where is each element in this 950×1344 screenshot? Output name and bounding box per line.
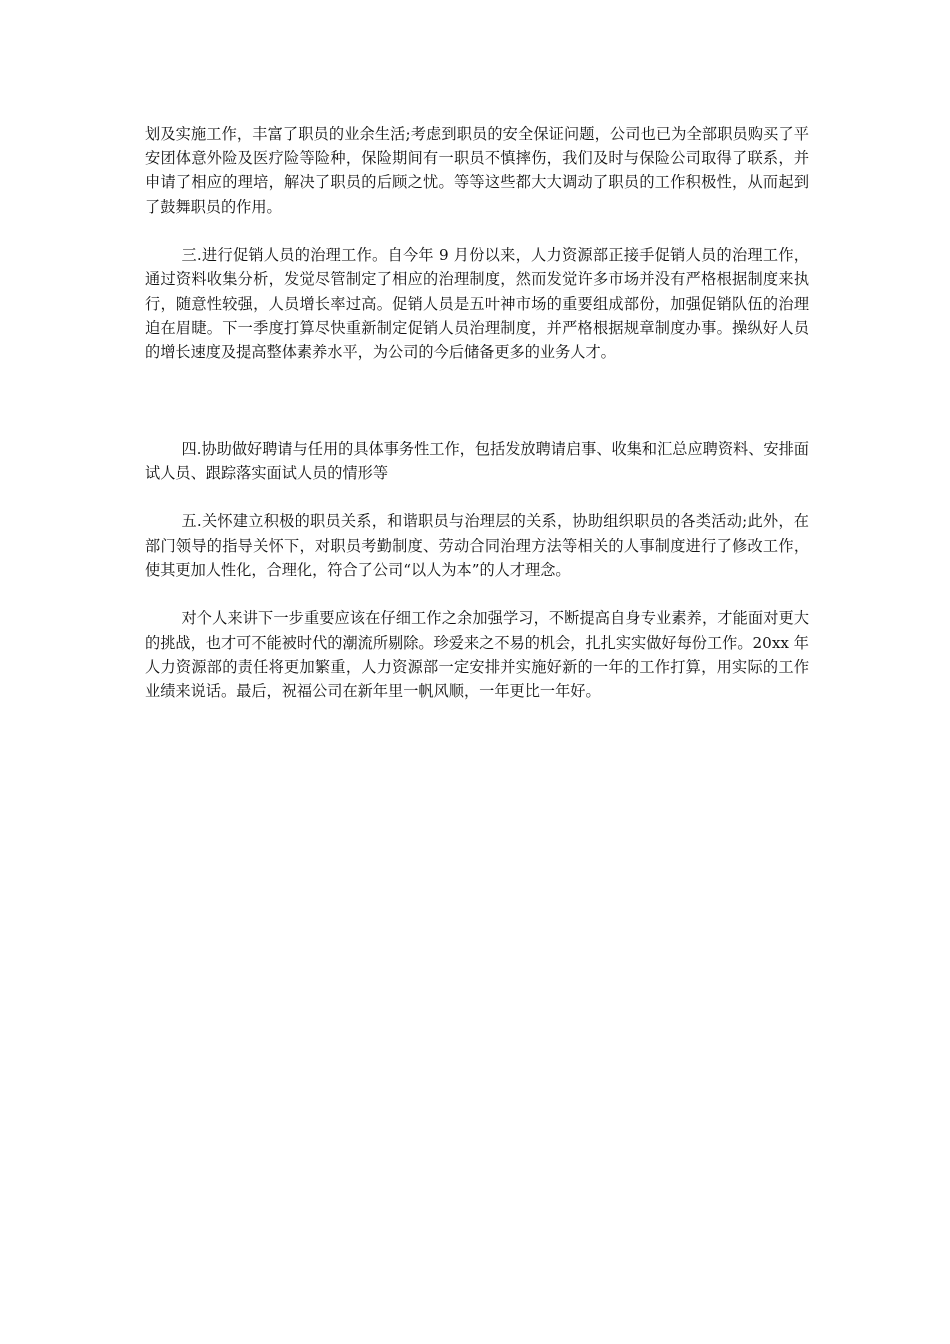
- paragraph-closing: 对个人来讲下一步重要应该在仔细工作之余加强学习，不断提高自身专业素养，才能面对更大的挑战，也才可不能被时代的潮流所剔除。珍爱来之不易的机会，扎扎实实做好每份工作。20xx 年人力资源部的责任将更加繁重，人力资源部一定安排并实施好新的一年的工作打算，用实际的工作业绩来说话。最后，祝福公司在新年里一帆风顺，一年更比一年好。: [145, 609, 809, 701]
- paragraph-continuation: 划及实施工作，丰富了职员的业余生活;考虑到职员的安全保证问题，公司也已为全部职员购买了平安团体意外险及医疗险等险种，保险期间有一职员不慎摔伤，我们及时与保险公司取得了联系，并申请了相应的理培，解决了职员的后顾之忧。等等这些都大大调动了职员的工作积极性，从而起到了鼓舞职员的作用。: [145, 125, 809, 216]
- paragraph-section-four: 四.协助做好聘请与任用的具体事务性工作，包括发放聘请启事、收集和汇总应聘资料、安排面试人员、跟踪落实面试人员的情形等: [145, 439, 809, 482]
- document-body: [145, 122, 809, 728]
- paragraph-section-three: 三.进行促销人员的治理工作。自今年 9 月份以来，人力资源部正接手促销人员的治理工作，通过资料收集分析，发觉尽管制定了相应的治理制度，然而发觉许多市场并没有严格根据制度来执行，随意性较强，人员增长率过高。促销人员是五叶神市场的重要组成部份，加强促销队伍的治理迫在眉睫。下一季度打算尽快重新制定促销人员治理制度，并严格根据规章制度办事。操纵好人员的增长速度及提高整体素养水平，为公司的今后储备更多的业务人才。: [145, 246, 809, 362]
- section-spacer: [145, 389, 809, 437]
- paragraph-section-five: 五.关怀建立积极的职员关系，和谐职员与治理层的关系，协助组织职员的各类活动;此外，在部门领导的指导关怀下，对职员考勤制度、劳动合同治理方法等相关的人事制度进行了修改工作，使其更加人性化，合理化，符合了公司“以人为本”的人才理念。: [145, 512, 809, 579]
